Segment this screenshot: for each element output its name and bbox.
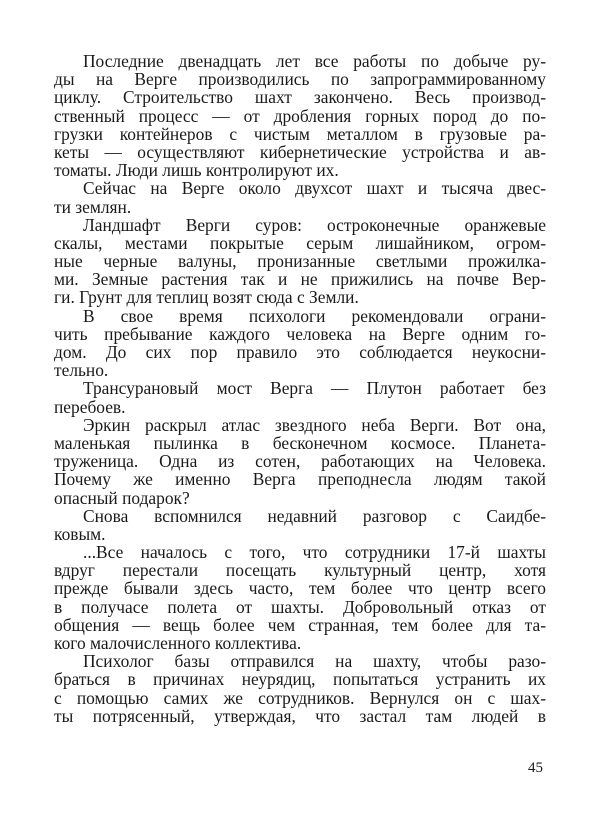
text-line: Последние двенадцать лет все работы по добыче ру- (83, 51, 546, 71)
paragraph (54, 652, 546, 725)
paragraph (54, 307, 546, 380)
paragraph (54, 507, 546, 543)
paragraph (54, 216, 546, 307)
text-line: кеты — осуществляют кибернетические устройства и ав- (54, 141, 546, 162)
text-line: дом. До сих пор правило это соблюдается неукосни- (54, 342, 546, 362)
text-line: ды на Верге производились по запрограммированному (54, 69, 546, 90)
text-line: опасный подарок? (54, 487, 190, 508)
paragraph (54, 379, 546, 415)
paragraph (54, 416, 546, 507)
text-line: браться в причинах неурядиц, попытаться устранить их (54, 669, 546, 690)
text-line: томаты. Люди лишь контролируют их. (54, 160, 339, 181)
text-line: ги. Грунт для теплиц возят сюда с Земли. (54, 287, 359, 308)
text-line: Снова вспомнился недавний разговор с Саидбе- (83, 505, 546, 526)
text-line: ные черные валуны, пронизанные светлыми прожилка- (54, 251, 546, 272)
text-line: Психолог базы отправился на шахту, чтобы разо- (83, 651, 546, 672)
text-line: грузки контейнеров с чистым металлом в грузовые ра- (54, 123, 546, 144)
text-line: ственный процесс — от дробления горных пород до по- (54, 105, 546, 126)
paragraph (54, 543, 546, 652)
text-line: скалы, местами покрытые серым лишайником, огром- (54, 232, 546, 253)
page-number: 45 (528, 760, 543, 776)
text-line: Трансурановый мост Верга — Плутон работает без (83, 378, 546, 399)
text-line: ...Все началось с того, что сотрудники 17-й шахты (83, 542, 546, 563)
text-line: кого малочисленного коллектива. (54, 633, 302, 653)
paragraph (54, 52, 546, 179)
book-page-text (54, 52, 546, 725)
text-line: Сейчас на Верге около двухсот шахт и тысяча двес- (83, 178, 546, 199)
text-line: перебоев. (54, 396, 126, 417)
text-line: Эркин раскрыл атлас звездного неба Верги. Вот она, (83, 414, 546, 435)
text-line: ты потрясенный, утверждая, что застал там людей в (54, 705, 546, 726)
text-line: ти землян. (54, 196, 132, 217)
text-line: ковым. (54, 523, 106, 544)
text-line: маленькая пылинка в бесконечном космосе. Планета- (54, 432, 546, 453)
paragraph (54, 179, 546, 215)
text-line: Ландшафт Верги суров: остроконечные оранжевые (83, 214, 546, 235)
text-line: Почему же именно Верга преподнесла людям такой (54, 469, 546, 490)
text-line: вдруг перестали посещать культурный центр, хотя (54, 560, 546, 581)
text-line: труженица. Одна из сотен, работающих на Человека. (54, 451, 546, 472)
text-line: циклу. Строительство шахт закончено. Весь производ- (54, 87, 546, 108)
text-line: в получасе полета от шахты. Добровольный отказ от (54, 596, 546, 617)
text-line: ми. Земные растения так и не прижились на почве Вер- (54, 269, 546, 290)
text-line: В свое время психологи рекомендовали ограни- (83, 305, 546, 326)
text-line: прежде бывали здесь часто, тем более что центр всего (54, 578, 546, 599)
text-line: с помощью самих же сотрудников. Вернулся он с шах- (54, 687, 546, 708)
text-line: чить пребывание каждого человека на Верге одним го- (54, 323, 546, 344)
text-line: тельно. (54, 360, 109, 381)
text-line: общения — вещь более чем странная, тем более для та- (54, 614, 546, 635)
